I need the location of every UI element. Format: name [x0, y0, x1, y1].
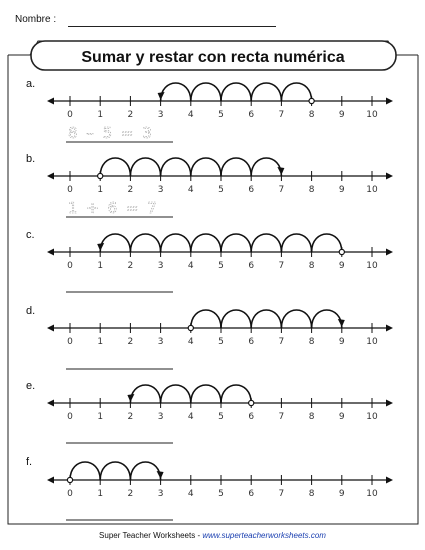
- tick-label: 9: [338, 261, 345, 271]
- answer-text: 8 – 5 = 3: [68, 124, 154, 142]
- start-point: [309, 98, 314, 103]
- tick-label: 8: [308, 412, 315, 422]
- tick-label: 5: [218, 261, 224, 271]
- footer-separator: -: [195, 531, 203, 540]
- hop-arc: [191, 234, 221, 252]
- tick-label: 5: [218, 185, 224, 195]
- hop-arc: [221, 385, 251, 403]
- tick-label: 2: [127, 337, 134, 347]
- tick-label: 1: [97, 261, 104, 271]
- hop-arc: [161, 158, 191, 176]
- footer-site-link[interactable]: www.superteacherworksheets.com: [202, 531, 326, 540]
- hop-arc: [251, 158, 281, 176]
- problem-letter: e.: [26, 380, 36, 392]
- left-arrow-icon: [47, 477, 54, 484]
- tick-label: 8: [308, 337, 315, 347]
- hop-arc: [221, 310, 251, 328]
- tick-label: 6: [248, 261, 255, 271]
- right-arrow-icon: [386, 173, 393, 180]
- hop-arrow-icon: [338, 319, 345, 327]
- hop-arc: [312, 234, 342, 252]
- problem-letter: a.: [26, 78, 36, 90]
- hop-arc: [161, 83, 191, 101]
- tick-label: 2: [127, 261, 134, 271]
- tick-label: 8: [308, 489, 315, 499]
- footer: [0, 531, 425, 540]
- tick-label: 0: [67, 185, 73, 195]
- tick-label: 10: [366, 261, 378, 271]
- tick-label: 10: [366, 110, 378, 120]
- tick-label: 1: [97, 337, 104, 347]
- hop-arc: [161, 385, 191, 403]
- hop-arc: [251, 83, 281, 101]
- tick-label: 9: [338, 185, 345, 195]
- answer-text: 1 + 6 = 7: [68, 199, 159, 217]
- tick-label: 5: [218, 489, 224, 499]
- problem-letter: d.: [26, 305, 36, 317]
- tick-label: 7: [278, 110, 285, 120]
- footer-brand: Super Teacher Worksheets: [99, 531, 196, 540]
- tick-label: 1: [97, 412, 104, 422]
- tick-label: 3: [157, 185, 164, 195]
- tick-label: 6: [248, 110, 255, 120]
- tick-label: 5: [218, 337, 224, 347]
- tick-label: 5: [218, 412, 224, 422]
- start-point: [188, 325, 193, 330]
- tick-label: 8: [308, 261, 315, 271]
- hop-arc: [100, 462, 130, 480]
- hop-arc: [130, 462, 160, 480]
- tick-label: 10: [366, 412, 378, 422]
- tick-label: 8: [308, 185, 315, 195]
- tick-label: 8: [308, 110, 315, 120]
- hop-arc: [130, 385, 160, 403]
- tick-label: 6: [248, 412, 255, 422]
- tick-label: 9: [338, 110, 345, 120]
- hop-arrow-icon: [157, 471, 164, 479]
- tick-label: 3: [157, 261, 164, 271]
- tick-label: 4: [187, 489, 194, 499]
- start-point: [67, 477, 72, 482]
- start-point: [98, 173, 103, 178]
- right-arrow-icon: [386, 98, 393, 105]
- tick-label: 10: [366, 337, 378, 347]
- hop-arc: [130, 234, 160, 252]
- start-point: [249, 400, 254, 405]
- tick-label: 3: [157, 412, 164, 422]
- tick-label: 10: [366, 185, 378, 195]
- hop-arc: [221, 158, 251, 176]
- left-arrow-icon: [47, 325, 54, 332]
- tick-label: 6: [248, 337, 255, 347]
- tick-label: 4: [187, 412, 194, 422]
- hop-arc: [251, 234, 281, 252]
- page-title: Sumar y restar con recta numérica: [81, 49, 345, 66]
- problem-6: [26, 456, 393, 520]
- hop-arc: [191, 83, 221, 101]
- tick-label: 3: [157, 337, 164, 347]
- tick-label: 4: [187, 185, 194, 195]
- left-arrow-icon: [47, 173, 54, 180]
- tick-label: 4: [187, 110, 194, 120]
- tick-label: 0: [67, 110, 73, 120]
- tick-label: 2: [127, 412, 134, 422]
- hop-arc: [281, 310, 311, 328]
- tick-label: 4: [187, 337, 194, 347]
- tick-label: 3: [157, 110, 164, 120]
- tick-label: 0: [67, 489, 73, 499]
- tick-label: 2: [127, 489, 134, 499]
- tick-label: 9: [338, 337, 345, 347]
- problem-3: [26, 229, 393, 292]
- tick-label: 7: [278, 337, 285, 347]
- hop-arc: [221, 234, 251, 252]
- hop-arc: [100, 158, 130, 176]
- problem-letter: c.: [26, 229, 35, 241]
- name-label: Nombre :: [15, 14, 57, 25]
- left-arrow-icon: [47, 400, 54, 407]
- tick-label: 0: [67, 337, 73, 347]
- tick-label: 9: [338, 489, 345, 499]
- hop-arc: [251, 310, 281, 328]
- right-arrow-icon: [386, 325, 393, 332]
- tick-label: 5: [218, 110, 224, 120]
- tick-label: 7: [278, 412, 285, 422]
- hop-arrow-icon: [127, 394, 134, 402]
- hop-arc: [191, 158, 221, 176]
- hop-arc: [100, 234, 130, 252]
- tick-label: 0: [67, 412, 73, 422]
- hop-arc: [191, 310, 221, 328]
- problem-1: [26, 78, 393, 142]
- left-arrow-icon: [47, 98, 54, 105]
- tick-label: 10: [366, 489, 378, 499]
- right-arrow-icon: [386, 477, 393, 484]
- right-arrow-icon: [386, 249, 393, 256]
- hop-arc: [281, 234, 311, 252]
- problem-4: [26, 305, 393, 369]
- left-arrow-icon: [47, 249, 54, 256]
- tick-label: 9: [338, 412, 345, 422]
- tick-label: 4: [187, 261, 194, 271]
- tick-label: 1: [97, 110, 104, 120]
- hop-arc: [312, 310, 342, 328]
- tick-label: 3: [157, 489, 164, 499]
- tick-label: 7: [278, 261, 285, 271]
- start-point: [339, 249, 344, 254]
- problem-letter: b.: [26, 153, 36, 165]
- tick-label: 7: [278, 489, 285, 499]
- right-arrow-icon: [386, 400, 393, 407]
- hop-arrow-icon: [158, 92, 165, 100]
- tick-label: 1: [97, 185, 104, 195]
- problem-2: [26, 153, 393, 217]
- tick-label: 2: [127, 185, 134, 195]
- problem-5: [26, 380, 393, 443]
- hop-arc: [191, 385, 221, 403]
- hop-arc: [161, 234, 191, 252]
- tick-label: 2: [127, 110, 134, 120]
- tick-label: 0: [67, 261, 73, 271]
- tick-label: 7: [278, 185, 285, 195]
- tick-label: 6: [248, 185, 255, 195]
- hop-arc: [221, 83, 251, 101]
- tick-label: 6: [248, 489, 255, 499]
- hop-arrow-icon: [97, 243, 104, 251]
- hop-arc: [70, 462, 100, 480]
- hop-arrow-icon: [277, 167, 284, 175]
- hop-arc: [281, 83, 311, 101]
- hop-arc: [130, 158, 160, 176]
- tick-label: 1: [97, 489, 104, 499]
- problem-letter: f.: [26, 456, 33, 468]
